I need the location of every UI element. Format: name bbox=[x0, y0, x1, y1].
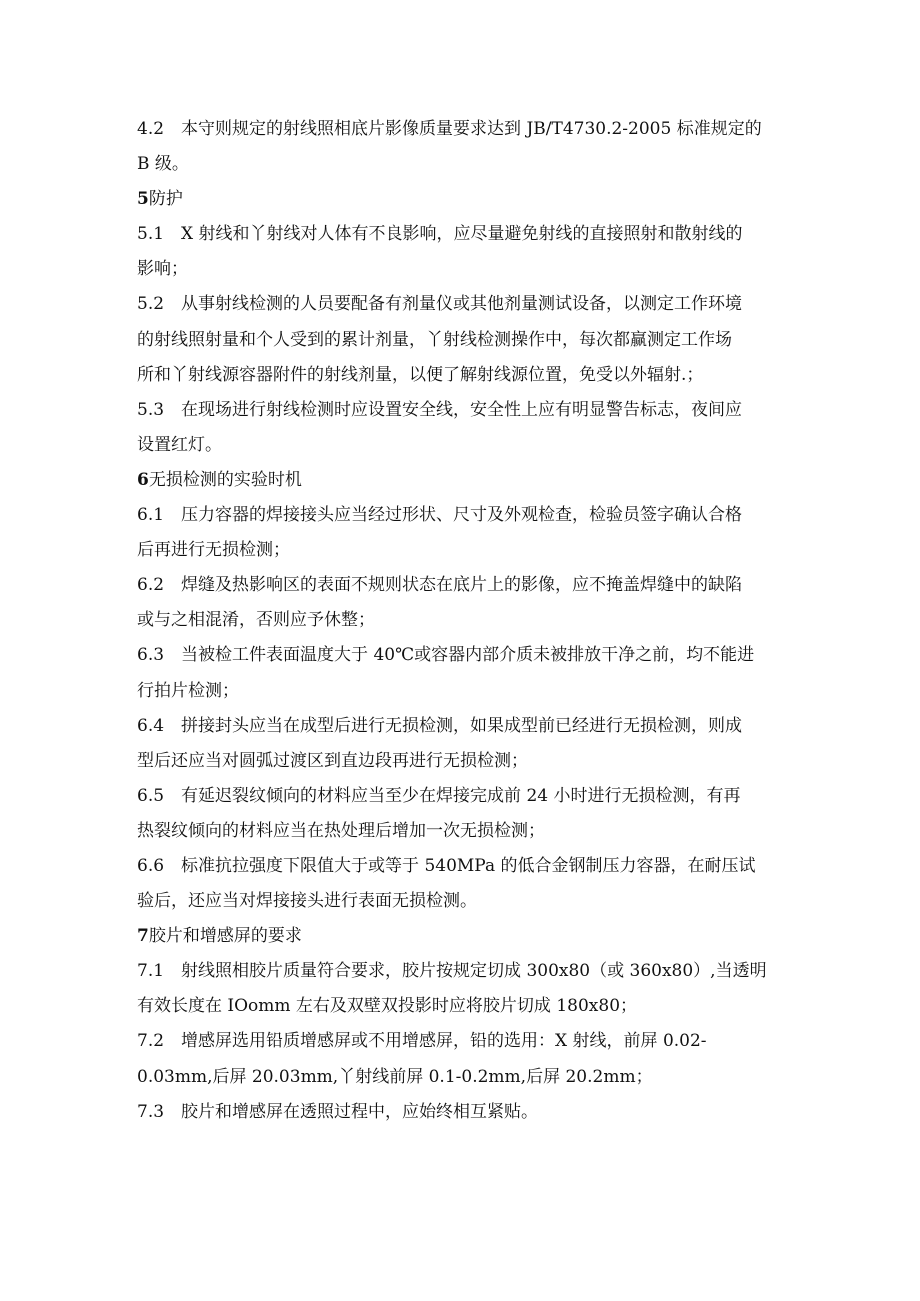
text-line bbox=[137, 463, 785, 498]
text-line: 或与之相混淆，否则应予休整； bbox=[137, 610, 375, 631]
paragraph bbox=[137, 287, 785, 392]
text-line: 型后还应当对圆弧过渡区到直边段再进行无损检测； bbox=[137, 750, 528, 771]
text-line: 6.6 标准抗拉强度下限值大于或等于 540MPa 的低合金钢制压力容器，在耐压试 bbox=[137, 855, 756, 876]
paragraph bbox=[137, 568, 785, 638]
paragraph bbox=[137, 638, 785, 708]
text-line: 后再进行无损检测； bbox=[137, 540, 290, 561]
paragraph bbox=[137, 1024, 785, 1094]
text-line: 设置红灯。 bbox=[137, 434, 222, 455]
section-number: 7 bbox=[137, 926, 149, 947]
text-line: 的射线照射量和个人受到的累计剂量，丫射线检测操作中，每次都赢测定工作场 bbox=[137, 329, 732, 350]
section-heading bbox=[137, 919, 785, 954]
text-line: 4.2 本守则规定的射线照相底片影像质量要求达到 JB/T4730.2-2005 标准规定的 bbox=[137, 119, 762, 139]
section-title: 无损检测的实验时机 bbox=[148, 469, 302, 490]
paragraph bbox=[137, 1095, 785, 1130]
paragraph bbox=[137, 954, 785, 1024]
text-line: 行拍片检测； bbox=[137, 680, 239, 701]
text-line: 验后，还应当对焊接接头进行表面无损检测。 bbox=[137, 891, 477, 912]
section-title: 胶片和增感屏的要求 bbox=[148, 926, 302, 947]
paragraph bbox=[137, 498, 785, 568]
text-line: 所和丫射线源容器附件的射线剂量，以便了解射线源位置，免受以外辐射.； bbox=[137, 364, 704, 385]
text-line: 影响； bbox=[137, 259, 188, 280]
paragraph bbox=[137, 709, 785, 779]
paragraph bbox=[137, 393, 785, 463]
text-line: 热裂纹倾向的材料应当在热处理后增加一次无损检测； bbox=[137, 820, 545, 841]
paragraph bbox=[137, 779, 785, 849]
paragraph bbox=[137, 112, 785, 182]
text-line: 5.3 在现场进行射线检测时应设置安全线，安全性上应有明显警告标志，夜间应 bbox=[137, 399, 743, 420]
text-line: 6.3 当被检工件表面温度大于 40℃或容器内部介质未被排放干净之前，均不能进 bbox=[137, 645, 755, 666]
text-line: B 级。 bbox=[137, 154, 189, 175]
text-line: 6.1 压力容器的焊接接头应当经过形状、尺寸及外观检查，检验员签字确认合格 bbox=[137, 505, 743, 526]
text-line: 7.1 射线照相胶片质量符合要求，胶片按规定切成 300x80（或 360x80）,当透明 bbox=[137, 961, 767, 982]
text-line: 5.2 从事射线检测的人员要配备有剂量仪或其他剂量测试设备，以测定工作环境 bbox=[137, 294, 743, 315]
text-line: 7.2 增感屏选用铅质增感屏或不用增感屏，铅的选用：X 射线，前屏 0.02- bbox=[137, 1031, 707, 1052]
text-line bbox=[137, 919, 785, 954]
section-number: 6 bbox=[137, 469, 149, 490]
text-line: 6.2 焊缝及热影响区的表面不规则状态在底片上的影像，应不掩盖焊缝中的缺陷 bbox=[137, 575, 743, 596]
section-heading bbox=[137, 182, 785, 217]
text-line: 0.03mm,后屏 20.03mm,丫射线前屏 0.1-0.2mm,后屏 20.2mm； bbox=[137, 1066, 653, 1087]
text-line bbox=[137, 182, 785, 217]
text-line: 6.4 拼接封头应当在成型后进行无损检测，如果成型前已经进行无损检测，则成 bbox=[137, 715, 743, 736]
text-line: 7.3 胶片和增感屏在透照过程中，应始终相互紧贴。 bbox=[137, 1101, 539, 1122]
paragraph bbox=[137, 849, 785, 919]
section-heading bbox=[137, 463, 785, 498]
document-body bbox=[137, 112, 785, 1130]
text-line: 5.1 X 射线和丫射线对人体有不良影响，应尽量避免射线的直接照射和散射线的 bbox=[137, 224, 743, 245]
paragraph bbox=[137, 217, 785, 287]
text-line: 6.5 有延迟裂纹倾向的材料应当至少在焊接完成前 24 小时进行无损检测，有再 bbox=[137, 785, 741, 806]
section-number: 5 bbox=[137, 189, 149, 210]
section-title: 防护 bbox=[148, 189, 183, 210]
text-line: 有效长度在 IOomm 左右及双壁双投影时应将胶片切成 180x80； bbox=[137, 996, 638, 1017]
